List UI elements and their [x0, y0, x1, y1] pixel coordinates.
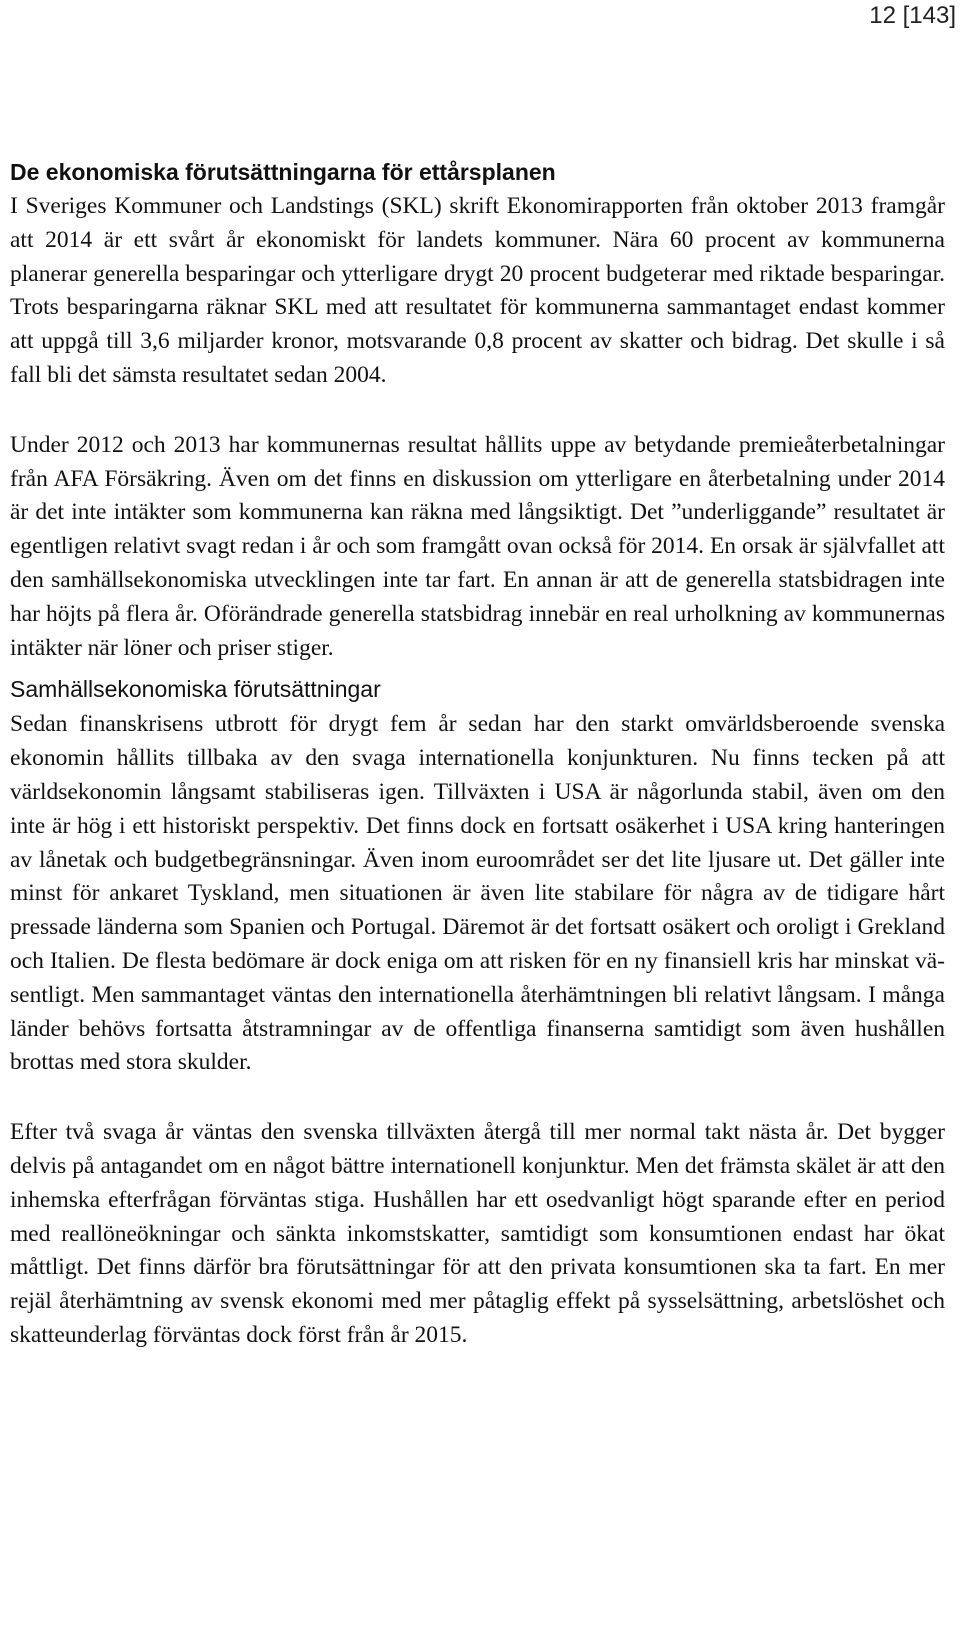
page-number: 12 [143] — [869, 2, 956, 29]
paragraph-svensk-tillvaxt: Efter två svaga år väntas den svenska tillväxten återgå till mer normal takt nästa år. Det bygger delvis på antagandet om en något bättre internationell konjunktur. Men det främsta skälet är att den inhemska efterfrågan förväntas stiga. Hushållen har ett osedvanligt högt sparande efter en period med reallöneökningar och sänkta inkomstskatter, samtidigt som konsumtionen endast har ökat måttligt. Det finns därför bra förutsättningar för att den privata konsumtionen ska ta fart. En mer rejäl återhämtning av svensk ekonomi med mer påtaglig effekt på sysselsättning, arbetslöshet och skatteunderlag förväntas dock först från år 2015. — [10, 1119, 945, 1348]
section-heading-ettarsplanen: De ekonomiska förutsättningarna för ettårsplanen — [10, 159, 556, 185]
paragraph-skl-ekonomirapport: I Sveriges Kommuner och Landstings (SKL) skrift Ekonomirapporten från oktober 2013 framgår att 2014 är ett svårt år ekonomiskt för landets kommuner. Nära 60 procent av kommunerna planerar generella besparingar och ytterligare drygt 20 procent budgeterar med riktade besparingar. Trots besparingarna räknar SKL med att resultatet för kommunerna sammantaget endast kommer att uppgå till 3,6 miljarder kronor, motsvarande 0,8 procent av skatter och bidrag. Det skulle i så fall bli det sämsta resultatet sedan 2004. — [10, 193, 945, 388]
document-body — [10, 158, 945, 1353]
paragraph-afa-aterbetalning: Under 2012 och 2013 har kommunernas resultat hållits uppe av betydande premieåterbetalningar från AFA Försäkring. Även om det finns en diskussion om ytterligare en återbetalning under 2014 är det inte intäkter som kommunerna kan räkna med långsiktigt. Det ”underliggande” resultatet är egentligen relativt svagt redan i år och som framgått ovan också för 2014. En orsak är självfallet att den samhällsekonomiska utvecklingen inte tar fart. En annan är att de generella statsbidragen inte har höjts på flera år. Oförändrade generella statsbidrag innebär en real urholkning av kommunernas intäkter när löner och priser stiger. — [10, 431, 945, 661]
paragraph-finanskris: Sedan finanskrisens utbrott för drygt fem år sedan har den starkt omvärldsberoende svenska ekonomin hållits tillbaka av den svaga internationella konjunkturen. Nu finns tecken på att världsekonomin långsamt stabiliseras igen. Tillväxten i USA är någorlunda stabil, även om den inte är hög i ett historiskt perspektiv. Det finns dock en fortsatt osäkerhet i USA kring hanteringen av lånetak och budgetbegränsningar. Även inom euroområdet ser det lite ljusare ut. Det gäller inte minst för ankaret Tyskland, men situationen är även lite stabilare för några av de tidigare hårt pressade länderna som Spanien och Portugal. Däremot är det fortsatt osäkert och oroligt i Grekland och Italien. De flesta bedömare är dock eniga om att risken för en ny finansiell kris har minskat väsentligt. Men sammantaget väntas den internationella återhämtningen bli relativt långsam. I många länder behövs fortsatta åtstramningar av de offentliga finanserna samtidigt som även hushållen brottas med stora skulder. — [10, 711, 945, 1076]
section-heading-samhallsekonomiska: Samhällsekonomiska förutsättningar — [10, 676, 381, 703]
